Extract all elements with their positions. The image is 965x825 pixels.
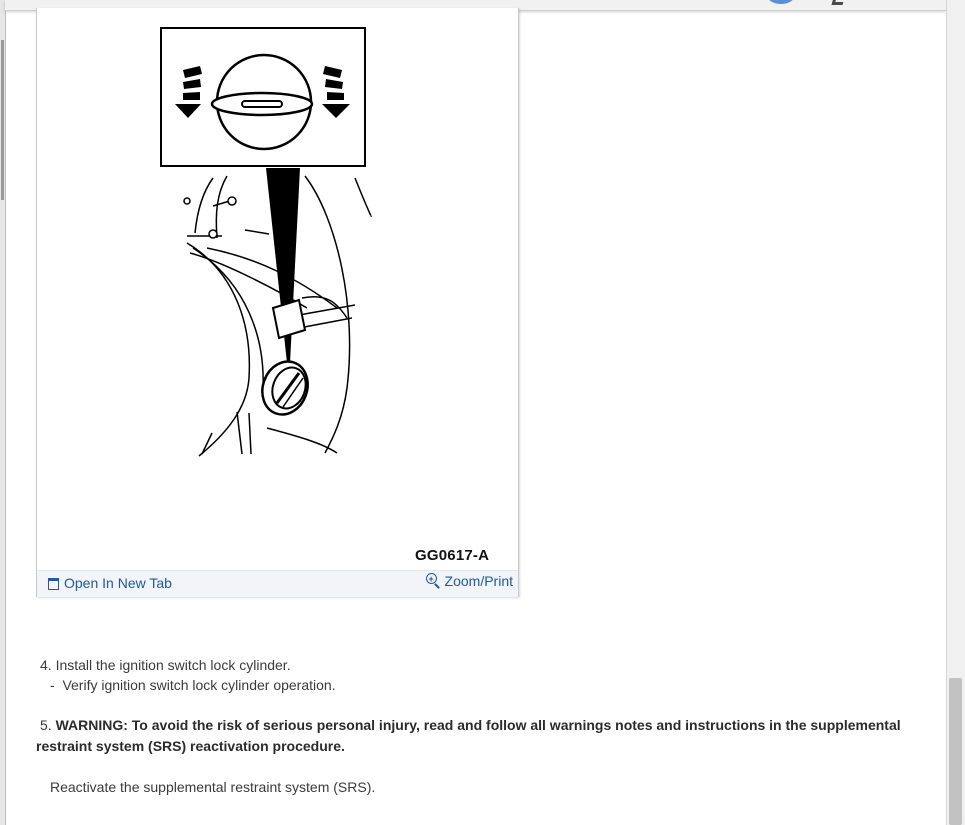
- column-bolt-2: [209, 230, 217, 238]
- zoom-print-link[interactable]: [426, 573, 513, 589]
- ignition-lock-illustration: [37, 8, 518, 568]
- column-bolt-3: [184, 198, 190, 204]
- lock-housing-bracket: [273, 300, 305, 338]
- step-5-warning: [36, 715, 916, 757]
- vertical-scrollbar-thumb[interactable]: [949, 678, 962, 825]
- inset-key-slot: [242, 101, 282, 107]
- warning-label: WARNING:: [55, 717, 128, 733]
- procedure-figure: [36, 8, 519, 597]
- figure-action-bar: [37, 570, 518, 597]
- figure-code: GG0617-A: [415, 547, 490, 564]
- menu-glyph-icon[interactable]: [832, 0, 846, 5]
- step-4-line: [40, 655, 291, 676]
- zoom-print-label: Zoom/Print: [444, 573, 513, 589]
- step-5-action: Reactivate the supplemental restraint system (SRS).: [50, 779, 376, 795]
- step-4-text: Install the ignition switch lock cylinder.: [55, 657, 291, 673]
- open-in-new-tab-label: Open In New Tab: [64, 575, 172, 591]
- zoom-in-icon: +: [426, 573, 440, 589]
- user-avatar-icon[interactable]: [767, 0, 795, 4]
- warning-text: To avoid the risk of serious personal injury, read and follow all warnings notes and instructions in the supplemental restraint system (SRS) reactivation procedure.: [36, 717, 901, 754]
- step-5-number: 5.: [40, 717, 52, 733]
- step-4-number: 4.: [40, 657, 52, 673]
- left-edge-scroll-mark: [1, 40, 4, 200]
- open-in-new-tab-link[interactable]: [48, 575, 172, 591]
- new-tab-icon: [48, 578, 59, 590]
- installed-lock-cylinder: [255, 355, 315, 421]
- step-4-sub-line: - Verify ignition switch lock cylinder operation.: [50, 677, 336, 693]
- window-left-edge: [0, 0, 6, 825]
- column-bolt-1: [228, 197, 236, 205]
- step-4-subtext: Verify ignition switch lock cylinder operation.: [62, 677, 336, 693]
